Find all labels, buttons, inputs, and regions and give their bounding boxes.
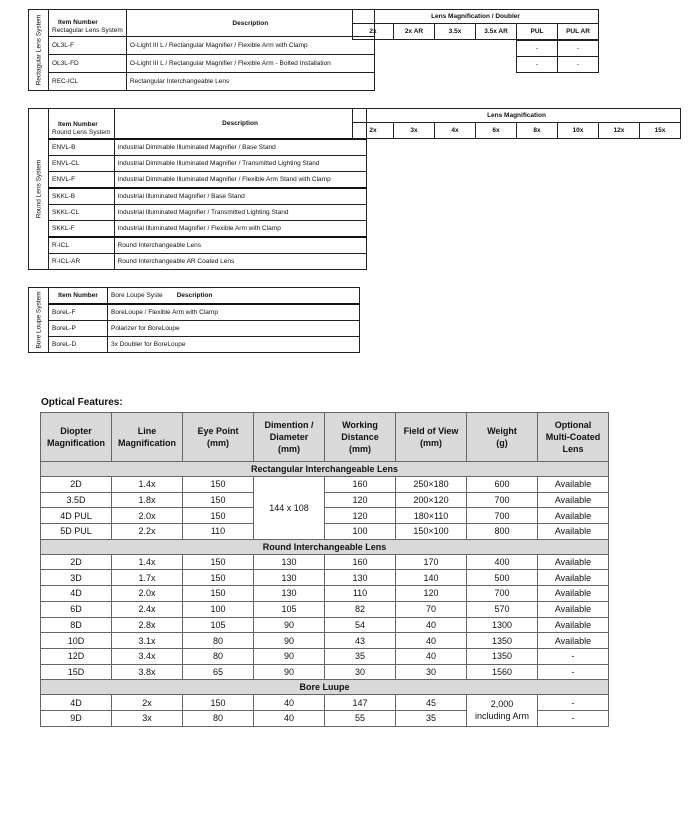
table-cell: 110 <box>183 524 254 540</box>
table-cell: 4D <box>41 586 112 602</box>
table-row <box>41 508 609 524</box>
pul-cell: - <box>517 41 558 57</box>
table-row-desc: Polarizer for BoreLoupe <box>108 321 360 337</box>
table-cell: 40 <box>396 617 467 633</box>
table-row-item: REC-ICL <box>49 73 127 91</box>
table-cell: 90 <box>254 648 325 664</box>
rect-item-header: Item Number Rectagular Lens System <box>49 10 127 37</box>
table-cell: 150×100 <box>396 524 467 540</box>
pul-ar-cell: - <box>558 57 599 73</box>
table-row <box>41 492 609 508</box>
table-cell: 105 <box>254 601 325 617</box>
pul-ar-cell: - <box>558 41 599 57</box>
section-title: Rectangular Interchangeable Lens <box>41 462 609 477</box>
table-cell: Available <box>538 508 609 524</box>
table-cell: 40 <box>396 633 467 649</box>
table-cell: 54 <box>325 617 396 633</box>
table-cell: Available <box>538 477 609 493</box>
rect-mag-col: 3.5x AR <box>476 24 517 40</box>
bore-side-cell <box>29 288 49 353</box>
optical-table-wrap <box>40 412 609 727</box>
rect-mag-col: 2x <box>353 24 394 40</box>
table-cell: Available <box>538 524 609 540</box>
table-cell: 2x <box>112 695 183 711</box>
section-title: Bore Luupe <box>41 680 609 695</box>
table-row-desc: Round Interchangeable Lens <box>114 237 366 254</box>
table-cell: 250×180 <box>396 477 467 493</box>
table-row <box>41 664 609 680</box>
bore-item-header: Item Number <box>49 288 108 305</box>
optical-header-cell: Optional Multi-Coated Lens <box>538 413 609 462</box>
table-cell: 150 <box>183 570 254 586</box>
rect-side-label: Rectagular Lens System <box>35 14 42 86</box>
section-header-row <box>41 680 609 695</box>
table-cell: 82 <box>325 601 396 617</box>
table-cell: 105 <box>183 617 254 633</box>
table-cell: 500 <box>467 570 538 586</box>
table-row-item: BoreL-P <box>49 321 108 337</box>
table-row <box>41 601 609 617</box>
table-cell: 150 <box>183 477 254 493</box>
table-cell: 1.8x <box>112 492 183 508</box>
table-cell: 3D <box>41 570 112 586</box>
round-mag-block <box>352 108 681 139</box>
table-cell: Available <box>538 492 609 508</box>
table-cell: - <box>538 695 609 711</box>
table-cell: 35 <box>325 648 396 664</box>
round-item-header: Item Number Round Lens System <box>49 109 115 140</box>
table-cell: 150 <box>183 492 254 508</box>
table-cell: 160 <box>325 477 396 493</box>
table-row-item: OL3L-F <box>49 37 127 55</box>
table-cell: 2.2x <box>112 524 183 540</box>
table-cell: 1350 <box>467 648 538 664</box>
table-cell: 800 <box>467 524 538 540</box>
table-cell: 5D PUL <box>41 524 112 540</box>
table-cell: 1.4x <box>112 554 183 570</box>
table-cell: 200×120 <box>396 492 467 508</box>
table-cell: 150 <box>183 508 254 524</box>
round-mag-col: 15x <box>640 123 681 139</box>
round-side-label: Round Lens System <box>35 159 42 219</box>
round-mag-col: 8x <box>517 123 558 139</box>
table-cell: 9D <box>41 710 112 726</box>
table-cell: 147 <box>325 695 396 711</box>
table-cell: 4D <box>41 695 112 711</box>
optical-table <box>40 412 609 727</box>
table-cell: 30 <box>396 664 467 680</box>
round-system-table <box>28 108 367 270</box>
rect-side-cell <box>29 10 49 91</box>
optical-header-cell: Weight (g) <box>467 413 538 462</box>
table-cell: Available <box>538 617 609 633</box>
section-header-row <box>41 539 609 554</box>
round-desc-header: Description <box>114 109 366 140</box>
table-cell: 130 <box>254 570 325 586</box>
table-row-desc: Round Interchangeable AR Coated Lens <box>114 254 366 270</box>
table-cell: Available <box>538 633 609 649</box>
table-cell: 700 <box>467 586 538 602</box>
table-row-item: SKKL-CL <box>49 205 115 221</box>
table-cell: 3.8x <box>112 664 183 680</box>
bore-system-block <box>28 287 360 353</box>
table-cell: 40 <box>396 648 467 664</box>
table-cell: 15D <box>41 664 112 680</box>
round-mag-col: 12x <box>599 123 640 139</box>
table-row <box>41 570 609 586</box>
table-cell: 2.8x <box>112 617 183 633</box>
table-cell: 170 <box>396 554 467 570</box>
rect-mag-col: 2x AR <box>394 24 435 40</box>
rect-mag-block <box>352 9 599 40</box>
table-cell: 100 <box>325 524 396 540</box>
table-row <box>41 633 609 649</box>
table-cell: 45 <box>396 695 467 711</box>
table-cell: 90 <box>254 664 325 680</box>
table-cell: 90 <box>254 617 325 633</box>
rect-mag-col: PUL AR <box>558 24 599 40</box>
pul-cell: - <box>517 57 558 73</box>
optical-title: Optical Features: <box>41 397 123 408</box>
table-row-item: SKKL-F <box>49 221 115 238</box>
table-cell: 35 <box>396 710 467 726</box>
table-cell: - <box>538 710 609 726</box>
table-cell: 90 <box>254 633 325 649</box>
table-cell: 150 <box>183 695 254 711</box>
bore-side-label: Bore Loupe System <box>35 291 42 349</box>
table-row-item: BoreL-F <box>49 304 108 321</box>
table-cell: 40 <box>254 695 325 711</box>
table-row-item: ENVL-B <box>49 139 115 156</box>
rect-pul-table <box>516 40 599 73</box>
optical-header-cell: Eye Point (mm) <box>183 413 254 462</box>
table-cell: 3.4x <box>112 648 183 664</box>
round-side-cell <box>29 109 49 270</box>
table-cell: 10D <box>41 633 112 649</box>
table-row-desc: Industrial Illuminated Magnifier / Flexible Arm with Clamp <box>114 221 366 238</box>
table-cell: 43 <box>325 633 396 649</box>
table-cell: 8D <box>41 617 112 633</box>
rect-mag-col: PUL <box>517 24 558 40</box>
round-mag-col: 3x <box>394 123 435 139</box>
table-cell: 2.0x <box>112 508 183 524</box>
rect-mag-col: 3.5x <box>435 24 476 40</box>
table-cell: 110 <box>325 586 396 602</box>
table-cell: 700 <box>467 508 538 524</box>
table-cell: 65 <box>183 664 254 680</box>
table-cell: 55 <box>325 710 396 726</box>
table-cell: 1300 <box>467 617 538 633</box>
table-cell: Available <box>538 586 609 602</box>
table-row-item: R-ICL-AR <box>49 254 115 270</box>
table-cell: 1350 <box>467 633 538 649</box>
table-row-desc: BoreLoupe / Flexible Arm with Clamp <box>108 304 360 321</box>
section-header-row <box>41 462 609 477</box>
table-row-item: SKKL-B <box>49 188 115 205</box>
table-row-item: ENVL-CL <box>49 156 115 172</box>
optical-header-cell: Dimention / Diameter (mm) <box>254 413 325 462</box>
table-cell: 130 <box>254 554 325 570</box>
table-row <box>41 524 609 540</box>
table-cell: 180×110 <box>396 508 467 524</box>
table-cell: 80 <box>183 633 254 649</box>
table-cell: 150 <box>183 586 254 602</box>
table-row-item: OL3L-FD <box>49 55 127 73</box>
table-cell: 80 <box>183 710 254 726</box>
table-cell: Available <box>538 554 609 570</box>
table-cell: 140 <box>396 570 467 586</box>
table-cell: 12D <box>41 648 112 664</box>
rect-pul-block <box>516 40 599 73</box>
table-row-desc: Rectangular Interchangeable Lens <box>126 73 374 91</box>
table-cell: 40 <box>254 710 325 726</box>
table-cell: 600 <box>467 477 538 493</box>
bore-system-table <box>28 287 360 353</box>
table-cell: 2.4x <box>112 601 183 617</box>
table-cell: 3x <box>112 710 183 726</box>
table-row <box>41 554 609 570</box>
bore-desc-header: Bore Loupe Syste Description <box>108 288 360 305</box>
table-cell: 30 <box>325 664 396 680</box>
table-row-item: ENVL-F <box>49 172 115 189</box>
round-mag-col: 10x <box>558 123 599 139</box>
optical-header-cell: Field of View (mm) <box>396 413 467 462</box>
table-row-desc: Industrial Dimmable Illuminated Magnifier / Base Stand <box>114 139 366 156</box>
rect-mag-table <box>352 9 599 40</box>
optical-header-cell: Line Magnification <box>112 413 183 462</box>
table-cell: 570 <box>467 601 538 617</box>
optical-header-row <box>41 413 609 462</box>
table-row <box>41 648 609 664</box>
table-row-desc: 3x Doubler for BoreLoupe <box>108 337 360 353</box>
table-cell: 1.4x <box>112 477 183 493</box>
table-row <box>41 617 609 633</box>
section-title: Round Interchangeable Lens <box>41 539 609 554</box>
table-cell: 130 <box>325 570 396 586</box>
table-cell: 70 <box>396 601 467 617</box>
table-cell: 100 <box>183 601 254 617</box>
optical-header-cell: Working Distance (mm) <box>325 413 396 462</box>
round-mag-col: 2x <box>353 123 394 139</box>
round-mag-header: Lens Magnification <box>353 109 681 123</box>
table-cell: 2,000 including Arm <box>467 695 538 726</box>
table-row <box>41 477 609 493</box>
table-cell: - <box>538 664 609 680</box>
table-cell: 150 <box>183 554 254 570</box>
table-row-desc: O-Light III L / Rectangular Magnifier / Flexible Arm - Bolted Installation <box>126 55 374 73</box>
table-cell: - <box>538 648 609 664</box>
table-cell: 1560 <box>467 664 538 680</box>
table-row-desc: Industrial Dimmable Illuminated Magnifier / Transmitted Lighting Stand <box>114 156 366 172</box>
table-cell: 3.5D <box>41 492 112 508</box>
table-cell: 120 <box>325 508 396 524</box>
table-row-item: BoreL-D <box>49 337 108 353</box>
table-cell: 6D <box>41 601 112 617</box>
round-mag-col: 4x <box>435 123 476 139</box>
table-cell: 3.1x <box>112 633 183 649</box>
table-cell: 144 x 108 <box>254 477 325 540</box>
rect-desc-header: Description <box>126 10 374 37</box>
table-cell: 700 <box>467 492 538 508</box>
table-cell: 120 <box>396 586 467 602</box>
round-mag-col: 6x <box>476 123 517 139</box>
rect-mag-header: Lens Magnification / Doubler <box>353 10 599 24</box>
table-cell: 1.7x <box>112 570 183 586</box>
table-cell: 130 <box>254 586 325 602</box>
table-cell: 2.0x <box>112 586 183 602</box>
table-cell: 160 <box>325 554 396 570</box>
round-mag-table <box>352 108 681 139</box>
table-row-item: R-ICL <box>49 237 115 254</box>
table-row-desc: Industrial Dimmable Illuminated Magnifier / Flexible Arm Stand with Clamp <box>114 172 366 189</box>
table-row-desc: O-Light III L / Rectangular Magnifier / Flexible Arm with Clamp <box>126 37 374 55</box>
table-cell: 2D <box>41 477 112 493</box>
round-system-block <box>28 108 367 270</box>
rect-system-table <box>28 9 375 91</box>
table-row <box>41 695 609 711</box>
table-row-desc: Industrial Illuminated Magnifier / Base Stand <box>114 188 366 205</box>
table-cell: 80 <box>183 648 254 664</box>
table-row <box>41 586 609 602</box>
table-cell: Available <box>538 570 609 586</box>
table-cell: 4D PUL <box>41 508 112 524</box>
optical-header-cell: Diopter Magnification <box>41 413 112 462</box>
table-row-desc: Industrial Illuminated Magnifier / Transmitted Lighting Stand <box>114 205 366 221</box>
table-cell: Available <box>538 601 609 617</box>
table-cell: 2D <box>41 554 112 570</box>
rect-system-block <box>28 9 375 91</box>
table-cell: 400 <box>467 554 538 570</box>
table-cell: 120 <box>325 492 396 508</box>
